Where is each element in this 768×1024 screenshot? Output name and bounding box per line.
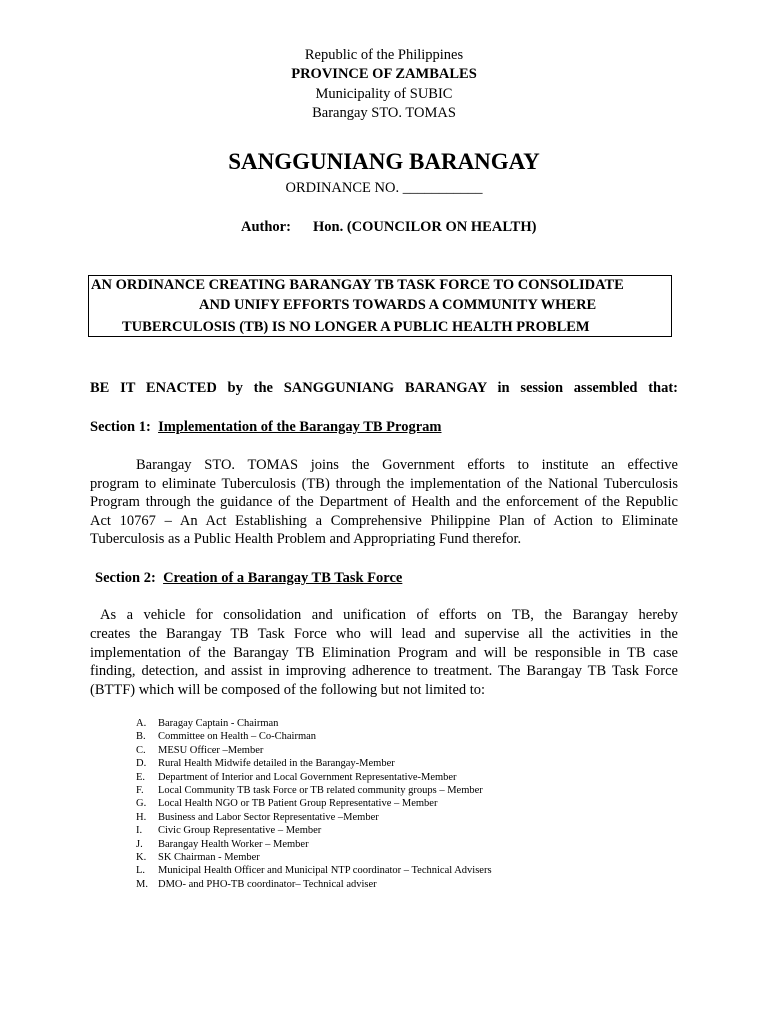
section-2-label: Section 2: bbox=[95, 570, 156, 586]
list-item-text: MESU Officer –Member bbox=[158, 744, 264, 756]
list-item bbox=[136, 811, 492, 824]
list-item-letter: E. bbox=[136, 771, 146, 783]
list-item-letter: C. bbox=[136, 744, 146, 756]
author-label: Author: bbox=[241, 219, 291, 235]
list-item-text: Rural Health Midwife detailed in the Barangay-Member bbox=[158, 758, 395, 770]
task-force-member-list bbox=[136, 717, 492, 891]
list-item-text: Barangay Health Worker – Member bbox=[158, 838, 309, 850]
header-barangay: Barangay STO. TOMAS bbox=[312, 105, 456, 121]
list-item-letter: A. bbox=[136, 718, 147, 729]
list-item-text: SK Chairman - Member bbox=[158, 852, 260, 864]
list-item bbox=[136, 771, 492, 784]
list-item bbox=[136, 878, 492, 891]
list-item bbox=[136, 838, 492, 851]
list-item-text: Civic Group Representative – Member bbox=[158, 825, 322, 837]
section-1-heading bbox=[90, 419, 441, 436]
section-1-line: program to eliminate Tuberculosis (TB) through the implementation of the National Tuberculosis bbox=[90, 476, 678, 492]
section-1-line: Barangay STO. TOMAS joins the Government efforts to institute an effective bbox=[136, 457, 678, 473]
list-item bbox=[136, 851, 492, 864]
list-item-text: Local Health NGO or TB Patient Group Representative – Member bbox=[158, 798, 438, 810]
section-2-line: implementation of the Barangay TB Elimination Program and will be responsible in TB case bbox=[90, 645, 678, 661]
enacting-clause: BE IT ENACTED by the SANGGUNIANG BARANGAY in session assembled that: bbox=[90, 380, 678, 396]
header-province: PROVINCE OF ZAMBALES bbox=[291, 66, 477, 82]
ordinance-title-box bbox=[88, 275, 672, 337]
section-2-heading bbox=[95, 570, 402, 587]
ordinance-title-line-3: TUBERCULOSIS (TB) IS NO LONGER A PUBLIC HEALTH PROBLEM bbox=[122, 319, 590, 335]
list-item-text: Committee on Health – Co-Chairman bbox=[158, 731, 317, 743]
list-item bbox=[136, 784, 492, 797]
list-item bbox=[136, 717, 492, 730]
list-item-letter: G. bbox=[136, 798, 147, 810]
header-republic: Republic of the Philippines bbox=[304, 47, 464, 63]
section-1-line: Tuberculosis as a Public Health Problem and Appropriating Fund therefor. bbox=[90, 531, 522, 547]
ordinance-number: ORDINANCE NO. ___________ bbox=[285, 180, 483, 196]
section-2-line: (BTTF) which will be composed of the following but not limited to: bbox=[90, 682, 486, 698]
ordinance-title-line-1: AN ORDINANCE CREATING BARANGAY TB TASK FORCE TO CONSOLIDATE bbox=[91, 277, 624, 293]
list-item-letter: B. bbox=[136, 731, 146, 743]
list-item bbox=[136, 797, 492, 810]
list-item-letter: F. bbox=[136, 785, 144, 797]
section-2-title: Creation of a Barangay TB Task Force bbox=[163, 570, 403, 586]
list-item-letter: L. bbox=[136, 865, 146, 877]
list-item bbox=[136, 757, 492, 770]
list-item bbox=[136, 864, 492, 877]
list-item bbox=[136, 824, 492, 837]
list-item-text: DMO- and PHO-TB coordinator– Technical adviser bbox=[158, 878, 377, 890]
ordinance-title-line-2: AND UNIFY EFFORTS TOWARDS A COMMUNITY WHERE bbox=[199, 297, 597, 313]
list-item-text: Municipal Health Officer and Municipal NTP coordinator – Technical Advisers bbox=[158, 865, 492, 877]
list-item-text: Department of Interior and Local Government Representative-Member bbox=[158, 771, 457, 783]
list-item-letter: I. bbox=[136, 825, 143, 837]
list-item-letter: M. bbox=[136, 878, 148, 890]
section-1-label: Section 1: bbox=[90, 419, 151, 435]
section-2-line: creates the Barangay TB Task Force who will lead and supervise all the activities in the bbox=[90, 626, 678, 642]
list-item-letter: D. bbox=[136, 758, 147, 770]
list-item-letter: J. bbox=[136, 838, 143, 850]
list-item bbox=[136, 730, 492, 743]
list-item-text: Baragay Captain - Chairman bbox=[158, 718, 279, 729]
list-item-letter: K. bbox=[136, 852, 147, 864]
section-1-line: Act 10767 – An Act Establishing a Comprehensive Philippine Plan of Action to Eliminate bbox=[90, 513, 678, 529]
section-1-line: Program through the guidance of the Department of Health and the enforcement of the Republic bbox=[90, 494, 678, 510]
document-title: SANGGUNIANG BARANGAY bbox=[228, 149, 540, 174]
section-2-line: finding, detection, and assist in improving adherence to treatment. The Barangay TB Task Force bbox=[90, 663, 678, 679]
list-item-letter: H. bbox=[136, 811, 147, 823]
list-item-text: Business and Labor Sector Representative –Member bbox=[158, 811, 379, 823]
list-item-text: Local Community TB task Force or TB related community groups – Member bbox=[158, 785, 483, 797]
section-2-line: As a vehicle for consolidation and unification of efforts on TB, the Barangay hereby bbox=[100, 607, 678, 623]
list-item bbox=[136, 744, 492, 757]
section-1-title: Implementation of the Barangay TB Program bbox=[158, 419, 442, 435]
header-municipality: Municipality of SUBIC bbox=[315, 86, 453, 102]
author-value: Hon. (COUNCILOR ON HEALTH) bbox=[313, 219, 537, 235]
